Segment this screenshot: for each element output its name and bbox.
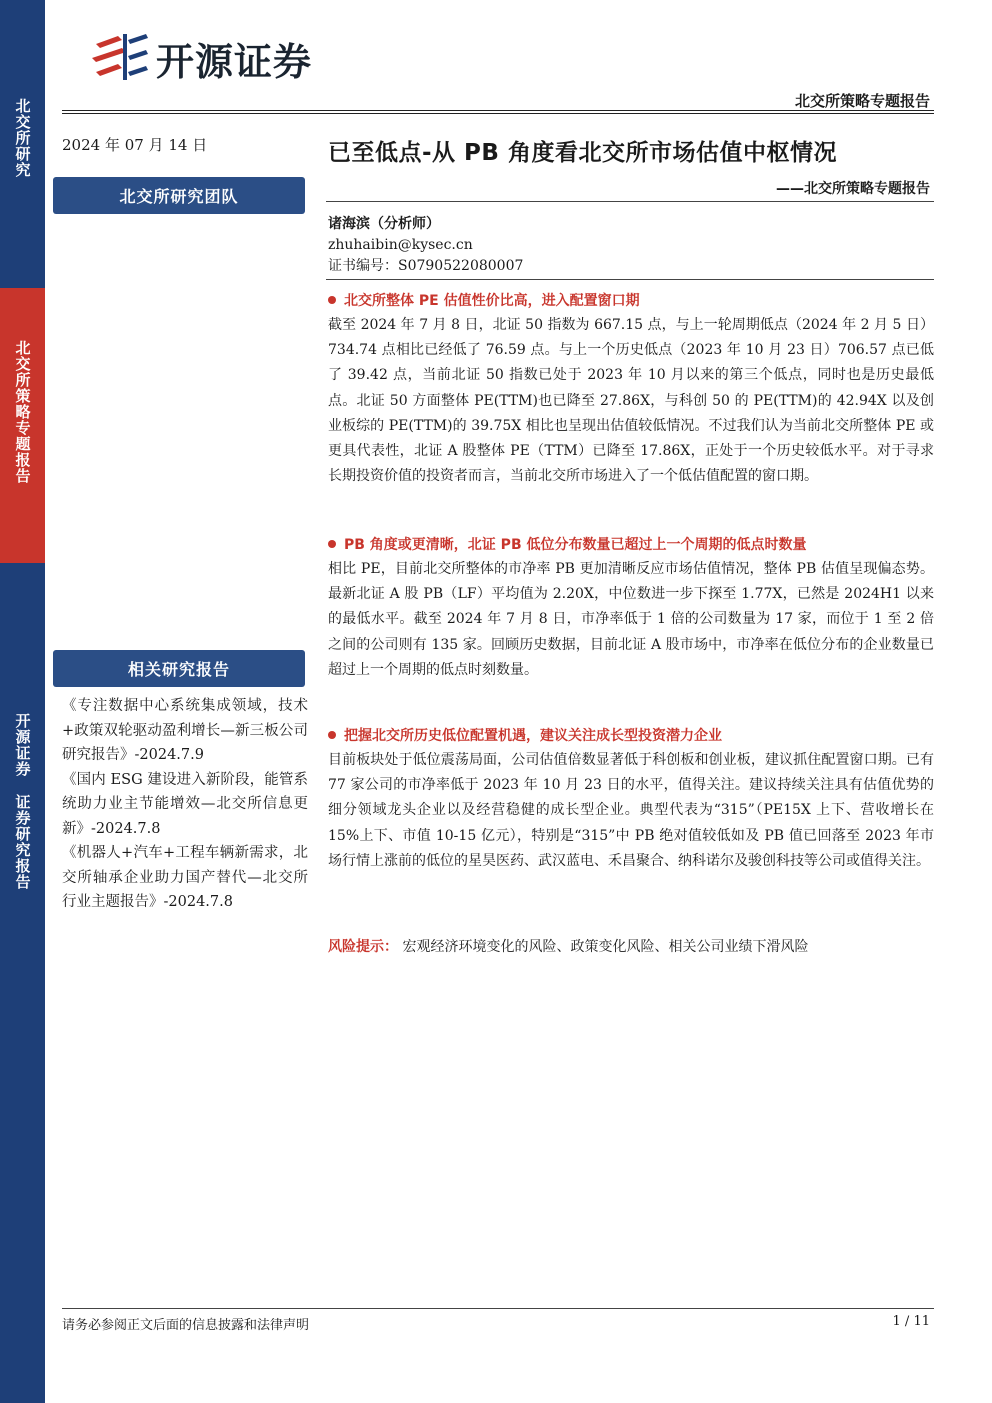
report-subtitle: ——北交所策略专题报告 <box>776 181 930 197</box>
section-1-heading-text: 北交所整体 PE 估值性价比高，进入配置窗口期 <box>344 293 640 309</box>
logo-text: 开源证券 <box>156 39 313 84</box>
analyst-rule <box>326 279 934 280</box>
sidebar-text-brand: 开源证券 <box>13 713 32 777</box>
header-report-type: 北交所策略专题报告 <box>794 92 930 110</box>
sidebar-text-securities-research: 证券研究报告 <box>13 794 32 890</box>
sidebar-report-type <box>0 288 45 563</box>
section-3 <box>328 724 934 874</box>
section-1 <box>328 289 934 489</box>
bullet-icon <box>328 296 336 304</box>
research-team-box: 北交所研究团队 <box>53 177 305 214</box>
header-rule-thin <box>62 113 934 114</box>
related-report-item[interactable]: 《国内 ESG 建设进入新阶段，能管系统助力业主节能增效—北交所信息更新》-2024.7.8 <box>62 771 308 837</box>
section-3-body: 目前板块处于低位震荡局面，公司估值倍数显著低于科创板和创业板，建议抓住配置窗口期。已有 77 家公司的市净率低于 2023 年 10 月 23 日的水平，值得关注。建议持续关注具有估值优势的细分领域龙头企业以及经营稳健的成长型企业。典型代表为“315”（PE15X 上下、营收增长在 15%上下、市值 10-15 亿元），特别是“315”中 PB 绝对值较低如及 PB 值已回落至 2023 年市场行情上涨前的低位的星昊医药、武汉蓝电、禾昌聚合、纳科诺尔及骏创科技等公司或值得关注。 <box>328 752 934 869</box>
footer-disclaimer: 请务必参阅正文后面的信息披露和法律声明 <box>62 1318 310 1333</box>
bullet-icon <box>328 540 336 548</box>
sidebar-text-report-type: 北交所策略专题报告 <box>13 340 32 484</box>
related-reports-box: 相关研究报告 <box>53 650 305 687</box>
section-2-heading-text: PB 角度或更清晰，北证 PB 低位分布数量已超过上一个周期的低点时数量 <box>344 537 807 553</box>
analyst-name: 诸海滨（分析师） <box>328 216 440 232</box>
sidebar-brand <box>0 713 45 803</box>
header-rule <box>62 110 934 111</box>
section-3-heading-text: 把握北交所历史低位配置机遇，建议关注成长型投资潜力企业 <box>344 728 722 744</box>
report-title: 已至低点-从 PB 角度看北交所市场估值中枢情况 <box>328 140 837 166</box>
section-2-body: 相比 PE，目前北交所整体的市净率 PB 更加清晰反应市场估值情况，整体 PB 估值呈现偏态势。最新北证 A 股 PB（LF）平均值为 2.20X，中位数进一步下探至 1.77X，已然是 2024H1 以来的最低水平。截至 2024 年 7 月 8 日，市净率低于 1 倍的公司数量为 17 家，而位于 1 至 2 倍之间的公司则有 135 家。回顾历史数据，目前北证 A 股市场中，市净率在低位分布的企业数量已超过上一个周期的低点时刻数量。 <box>328 561 934 678</box>
section-1-heading <box>328 289 934 311</box>
left-sidebar <box>0 0 45 1403</box>
risk-label: 风险提示： <box>328 939 398 955</box>
page-number: 1 / 11 <box>892 1314 930 1329</box>
section-2-heading <box>328 533 934 555</box>
analyst-cert: 证书编号：S0790522080007 <box>328 258 524 274</box>
related-report-item[interactable]: 《机器人+汽车+工程车辆新需求，北交所轴承企业助力国产替代—北交所行业主题报告》-2024.7.8 <box>62 845 308 910</box>
sidebar-research-label <box>0 98 45 193</box>
sidebar-securities-research <box>0 794 45 914</box>
related-reports-list <box>62 694 308 915</box>
company-logo <box>88 30 312 86</box>
analyst-info <box>328 214 523 277</box>
section-1-body: 截至 2024 年 7 月 8 日，北证 50 指数为 667.15 点，与上一轮周期低点（2024 年 2 月 5 日）734.74 点相比已经低了 76.59 点。与上一个历史低点（2023 年 10 月 23 日）706.57 点已低了 39.42 点，当前北证 50 指数已处于 2023 年 10 月以来的第三个低点，同时也是历史最低点。北证 50 方面整体 PE(TTM)也已降至 27.86X，与科创 50 的 PE(TTM)的 42.94X 以及创业板综的 PE(TTM)的 39.75X 相比也呈现出估值较低情况。不过我们认为当前北交所整体 PE 或更具代表性，北证 A 股整体 PE（TTM）已降至 17.86X，正处于一个历史较低水平。对于寻求长期投资价值的投资者而言，当前北交所市场进入了一个低估值配置的窗口期。 <box>328 317 934 485</box>
bullet-icon <box>328 731 336 739</box>
sidebar-text-research: 北交所研究 <box>13 98 32 178</box>
report-date: 2024 年 07 月 14 日 <box>62 136 208 154</box>
risk-warning <box>328 936 808 956</box>
footer-rule <box>62 1308 934 1309</box>
subtitle-rule <box>326 201 934 202</box>
related-report-item[interactable]: 《专注数据中心系统集成领域，技术+政策双轮驱动盈利增长—新三板公司研究报告》-2024.7.9 <box>62 698 308 763</box>
analyst-email[interactable]: zhuhaibin@kysec.cn <box>328 237 473 253</box>
section-3-heading <box>328 724 934 746</box>
risk-text: 宏观经济环境变化的风险、政策变化风险、相关公司业绩下滑风险 <box>402 939 809 955</box>
logo-mark-icon <box>88 30 150 86</box>
section-2 <box>328 533 934 683</box>
